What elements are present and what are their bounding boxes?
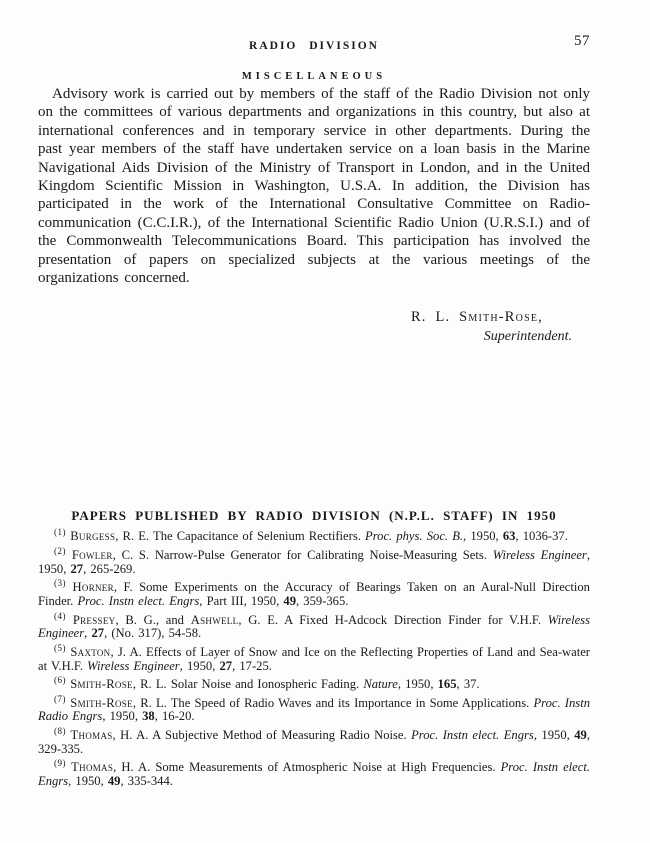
reference-text-segment: Wireless Engineer [38, 612, 590, 641]
reference-marker: (1) [54, 527, 67, 538]
reference-marker: (5) [54, 642, 67, 653]
reference-marker: (8) [54, 725, 67, 736]
signature-name: R. L. Smith-Rose, [410, 309, 543, 326]
reference-text-segment: , 1950, [179, 658, 220, 673]
reference-text-segment: Proc. Instn elect. Engrs [77, 594, 200, 609]
reference-marker: (2) [54, 545, 67, 556]
papers-section-heading: PAPERS PUBLISHED BY RADIO DIVISION (N.P.L. STAFF) IN 1950 [71, 508, 557, 524]
reference-text-segment: , R. L. Solar Noise and Ionospheric Fading. [132, 677, 364, 692]
miscellaneous-paragraph: Advisory work is carried out by members of the staff of the Radio Division not only on the committees of various departments and organizations in this country, but also at international conferences and in temporary service in other departments. During the past year members of the staff have undertaken service on a loan basis in the Marine Navigational Aids Division of the Ministry of Transport in London, and in the United Kingdom Scientific Mission in Washington, U.S.A. In addition, the Division has participated in the work of the International Consultative Committee on Radio-communication (C.C.I.R.), of the International Scientific Radio Union (U.R.S.I.) and of the Commonwealth Telecommunications Board. This participation has involved the presentation of papers on specialized subjects at the various meetings of the organizations concerned. [38, 86, 590, 287]
reference-item [38, 642, 591, 674]
reference-text-segment: , 1950, [68, 774, 108, 789]
reference-text-segment: Pressey [72, 612, 116, 627]
papers-reference-list [38, 527, 591, 789]
reference-text-segment: , 1950, [533, 727, 575, 742]
reference-text-segment: 49 [107, 774, 121, 789]
reference-text-segment: , 359-365. [296, 594, 349, 609]
reference-text-segment: , 37. [456, 677, 480, 692]
reference-text-segment: , F. Some Experiments on the Accuracy of Bearings Taken on an Aural-Null Direction Finder. [38, 580, 590, 609]
reference-text-segment: Saxton [70, 644, 111, 659]
running-head [38, 33, 590, 54]
reference-text-segment: Horner [72, 580, 114, 595]
reference-item [38, 725, 590, 757]
reference-text-segment: , C. S. Narrow-Pulse Generator for Calibrating Noise-Measuring Sets. [112, 547, 493, 562]
reference-text-segment: Wireless Engineer [492, 547, 587, 562]
reference-item [38, 610, 590, 642]
reference-text-segment: Thomas [70, 727, 113, 742]
reference-text-segment: 27 [70, 561, 84, 576]
reference-item [38, 527, 590, 544]
reference-text-segment: , H. A. A Subjective Method of Measuring Radio Noise. [112, 727, 412, 742]
reference-text-segment: , H. A. Some Measurements of Atmospheric Noise at High Frequencies. [113, 760, 501, 775]
reference-text-segment: 49 [574, 727, 587, 742]
reference-text-segment: Thomas [71, 760, 114, 775]
reference-text-segment: Smith-Rose [70, 695, 133, 710]
reference-item [38, 693, 590, 725]
reference-text-segment: , 329-335. [38, 727, 590, 756]
signature-block [38, 309, 590, 345]
reference-item [38, 578, 590, 609]
reference-text-segment: Burgess [70, 529, 116, 544]
reference-marker: (9) [54, 757, 67, 768]
reference-text-segment: , 16-20. [154, 709, 195, 724]
reference-item [38, 757, 590, 789]
reference-text-segment: 63 [502, 529, 516, 544]
reference-text-segment: Wireless Engineer [87, 658, 180, 673]
reference-text-segment: Proc. phys. Soc. B. [365, 529, 464, 544]
reference-text-segment: , 1950, [38, 547, 590, 576]
reference-text-segment: , R. L. The Speed of Radio Waves and its Importance in Some Applications. [132, 695, 534, 710]
page-number: 57 [574, 33, 590, 49]
reference-text-segment: , [84, 626, 92, 641]
reference-marker: (3) [54, 578, 67, 588]
reference-text-segment: , J. A. Effects of Layer of Snow and Ice on the Reflecting Properties of Land and Sea-water at V.H.F. [38, 644, 591, 673]
reference-text-segment: Nature [363, 677, 398, 692]
reference-text-segment: , (No. 317), 54-58. [104, 626, 202, 641]
reference-text-segment: 27 [91, 626, 105, 641]
reference-text-segment: , B. G., and [115, 612, 191, 627]
reference-text-segment: , 335-344. [120, 774, 173, 789]
reference-item [38, 674, 590, 692]
reference-text-segment: Ashwell [190, 612, 239, 627]
reference-text-segment: Smith-Rose [70, 677, 133, 692]
reference-text-segment: , 17-25. [232, 658, 272, 673]
reference-text-segment: , 1950, [397, 677, 438, 692]
reference-marker: (7) [54, 693, 67, 704]
reference-text-segment: 165 [437, 677, 457, 692]
reference-marker: (6) [54, 674, 67, 685]
reference-text-segment: 49 [283, 594, 296, 609]
reference-text-segment: Proc. Instn Radio Engrs [38, 695, 590, 724]
section-heading-miscellaneous: MISCELLANEOUS [241, 71, 387, 82]
reference-text-segment: , 1036-37. [515, 529, 568, 544]
reference-text-segment: , 1950, [463, 529, 503, 544]
reference-text-segment: 27 [219, 658, 233, 673]
signature-title: Superintendent. [483, 329, 572, 345]
reference-marker: (4) [54, 610, 67, 621]
reference-text-segment: 38 [142, 709, 155, 724]
reference-text-segment: , G. E. A Fixed H-Adcock Direction Finder for V.H.F. [238, 612, 548, 627]
reference-text-segment: , Part III, 1950, [199, 594, 284, 609]
reference-text-segment: Proc. Instn elect. Engrs [38, 760, 590, 789]
reference-text-segment: , 1950, [102, 709, 143, 724]
reference-text-segment: Fowler [71, 547, 113, 562]
reference-text-segment: , R. E. The Capacitance of Selenium Rectifiers. [115, 529, 366, 544]
reference-text-segment: Proc. Instn elect. Engrs [411, 727, 534, 742]
reference-text-segment: , 265-269. [83, 561, 136, 576]
running-head-title: RADIO DIVISION [249, 40, 379, 52]
reference-item [38, 545, 590, 577]
